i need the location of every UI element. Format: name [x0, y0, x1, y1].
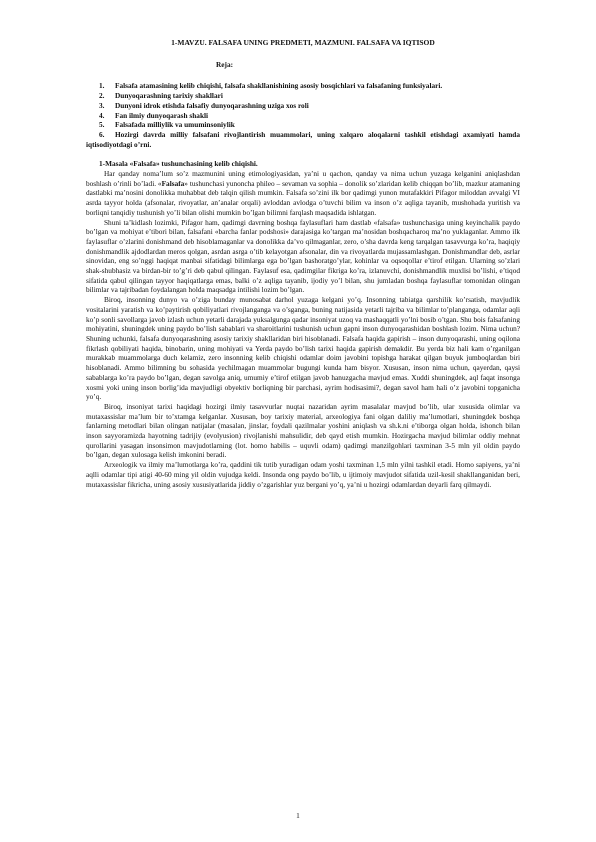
plan-heading: Reja:	[216, 59, 234, 69]
plan-item: 6. Hozirgi davrda milliy falsafani rivojlantirish muammolari, uning xalqaro aloqalarni tashkil etishdagi axamiyati hamda iqtisodiyotdagi o’rni.	[86, 129, 520, 149]
paragraph-1: Har qanday noma’lum so’z mazmunini uning etimologiyasidan, ya’ni u qachon, qanday va nima uchun yuzaga kelganini aniqlashdan boshlash o’rinli bo’ladi. «Falsafa» tushunchasi yunoncha phileo – sevaman va sophia – donolik so’zlaridan kelib chiqqan bo’lib, mazkur atamaning dastlabki ma’nosini donolikka muhabbat deb talqin qilish mumkin. Falsafa so’zini ilk bor qadimgi yunon mutafakkiri Pifagor miloddan avvalgi VI asrda tayyor holda (afsonalar, rivoyatlar, an’analar orqali) avloddan avlodga o’tuvchi bilim va inson o’z aqliga tayanib, mushohada yuritish va borliqni tanqidiy tushunish yo’li bilan olishi mumkin bo’lgan bilimni farqlash maqsadida ishlatgan.	[86, 169, 520, 217]
paragraph-5: Arxeologik va ilmiy ma’lumotlarga ko’ra, qaddini tik tutib yuradigan odam yoshi taxminan 1,5 mln yilni tashkil etadi. Homo sapiyens, ya’ni aqlli odamlar tipi atigi 40-60 ming yil oldin vujudga keldi. Insonda ong paydo bo’lib, u ijtimoiy mavjudot sifatida uzil-kesil shakllanganidan beri, mutaxassislar fikricha, uning asosiy xususiyatlarida jiddiy o’zgarishlar yuz bergani yo’q, ya’ni u hozirgi odamlardan deyarli farq qilmaydi.	[86, 460, 520, 489]
page-number: 1	[296, 811, 300, 820]
document-title: 1-MAVZU. FALSAFA UNING PREDMETI, MAZMUNI. FALSAFA VA IQTISOD	[171, 38, 435, 47]
plan-list	[86, 81, 520, 149]
paragraph-2: Shuni ta’kidlash lozimki, Pifagor ham, qadimgi davrning boshqa faylasuflari ham dastlab «falsafa» tushunchasiga uning keyinchalik paydo bo’lgan va mohiyat e’tibori bilan, falsafani «barcha fanlar podshosi» darajasiga ko’targan ma’nosidan boshqacharoq ma’no yuklaganlar. Ammo ilk faylasuflar o’zlarini donishmand deb hisoblamaganlar va donolikka da’vo qilmaganlar, zero, o’sha davrda keng tarqalgan tasavvurga ko’ra, haqiqiy donishmandlik ajdodlardan meros qolgan, asrdan asrga o’tib kelayotgan afsonalar, din va rivoyatlarda mujassamlashgan. Donishmandlar deb, asrlar sinovidan, eng so’nggi haqiqat manbai sifatidagi bilimlarga ega bo’lgan bashoratgo’ylar, kohinlar va oqsoqollar e’tirof etilgan. Ularning so’zlari shak-shubhasiz va birdan-bir to’g’ri deb qabul qilingan. Faylasuf esa, qadimgilar fikriga ko’ra, izlanuvchi, donishmandlik muxlisi bo’lishi, e’tiqod sifatida qabul qilingan tayyor haqiqatlarga emas, balki o’z aqliga tayanib, ijodiy yo’l bilan, shu jumladan boshqa faylasuflar tomonidan olingan bilimlar va tajribadan foydalangan holda maqsadga intilishi lozim bo’lgan.	[86, 217, 520, 295]
plan-item: 1. Falsafa atamasining kelib chiqishi, falsafa shakllanishining asosiy bosqichlari va falsafaning funksiyalari.	[99, 81, 443, 91]
document-page	[86, 38, 520, 489]
plan-item: 3. Dunyoni idrok etishda falsafiy dunyoqarashning uziga xos roli	[99, 100, 309, 110]
plan-item: 4. Fan ilmiy dunyoqarash shakli	[99, 110, 209, 120]
paragraph-4: Biroq, insoniyat tarixi haqidagi hozirgi ilmiy tasavvurlar nuqtai nazaridan ayrim masalalar mavjud bo’lib, ular xususida olimlar va mutaxassislar ma’lum bir to’xtamga kelganlar. Xususan, boy tarixiy material, arxeologiya fani olgan daliliy ma’lumotlari, shuningdek boshqa fanlarning metodlari bilan olingan natijalar (masalan, jinslar, foydali qazilmalar yoshini aniqlash va sh.k.ni e’tiborga olgan holda, ishonch bilan inson sayyoramizda hayotning tadrijiy (evolyusion) rivojlanishi mahsulidir, deb qayd etish mumkin. Hozirgacha mavjud bilimlar oddiy mehnat qurollarini yasagan insonsimon mavjudotlarning (lot. homo habilis – uquvli odam) qadimgi manzilgohlari taxminan 3-5 mln yil oldin paydo bo’lgan, degan xulosaga kelish imkonini beradi.	[86, 401, 520, 460]
section-heading: 1-Masala «Falsafa» tushunchasining kelib chiqishi.	[99, 159, 258, 169]
plan-item: 5. Falsafada milliylik va umuminsoniylik	[99, 120, 235, 130]
plan-item: 2. Dunyoqarashning tarixiy shakllari	[99, 91, 223, 101]
paragraph-3: Biroq, insonning dunyo va o’ziga bunday munosabat darhol yuzaga kelgani yo’q. Insonning tabiatga qarshilik ko’rsatish, mavjudlik vositalarini yaratish va ko’paytirish qobiliyatlari rivojlanganga va o’sganga, buning natijasida yetarli tajriba va bilimlar to’planganga, odamlar aqli ko’p sonli savollarga javob izlash uchun yetarli darajada yuksalgunga qadar insoniyat uzoq va mashaqqatli yo’lni bosib o’tgan. Shu bois falsafaning mohiyatini, shuningdek uning paydo bo’lish sabablari va sharoitlarini tushunish uchun gapni inson dunyoqarashidan boshlash lozim. Nima uchun? Shuning uchunki, falsafa dunyoqarashning asosiy tarixiy shakllaridan biri hisoblanadi. Falsafa haqida gapirish – inson dunyoqarashi, uning oqilona fikrlash qobiliyati haqida, binobarin, uning mohiyati va Yerda paydo bo’lish tarixi haqida gapirish demakdir. Bu yerda biz hali kam o’rganilgan murakkab muammolarga duch kelamiz, zero insonning kelib chiqishi odamlar doim javobini topishga harakat qilgan buyuk jumboqlardan biri hisoblanadi. Ammo bilimning bu sohasida yechilmagan muammolar bugungi kunda ham bisyor. Xususan, inson nima uchun, qayerdan, qaysi sabablarga ko’ra paydo bo’lgan, degan savolga aniq, umumiy e’tirof etilgan javob hanuzgacha mavjud emas. Xuddi shuningdek, aql faqat insonga xosmi yoki uning inson borlig’ida mavjudligi obyektiv borliqning bir parchasi, ayrim hodisasimi?, degan savol ham hali o’z javobini topganicha yo’q.	[86, 295, 520, 402]
